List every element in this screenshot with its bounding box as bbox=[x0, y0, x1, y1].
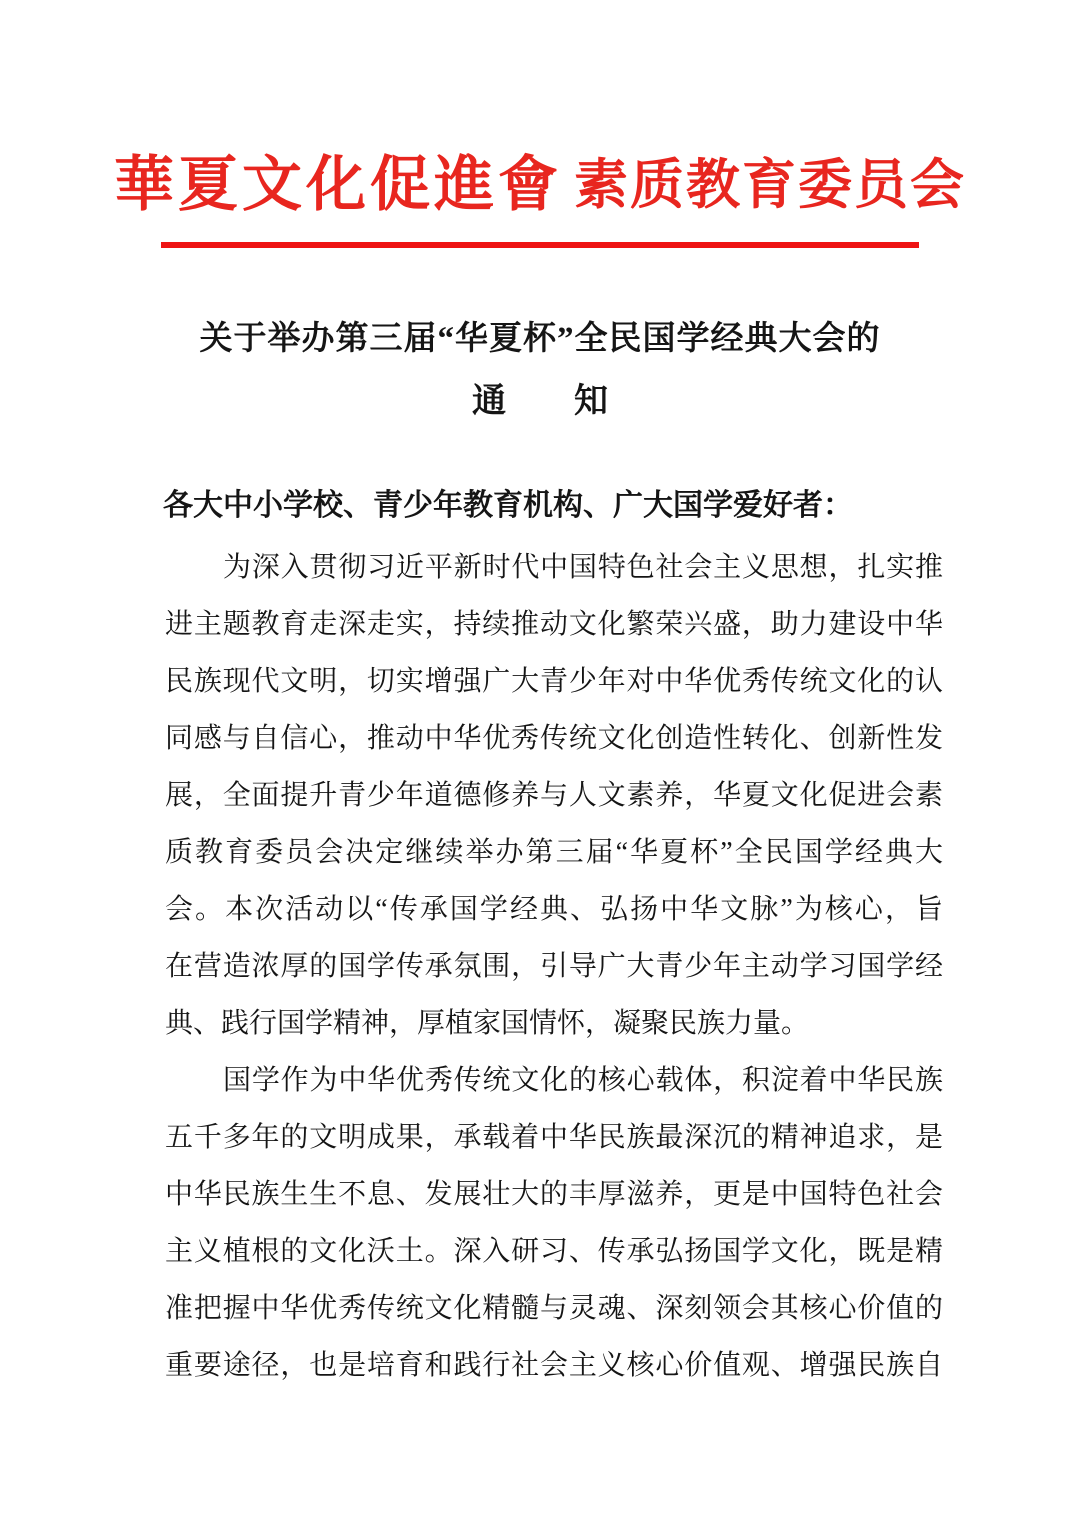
body-line: 五千多年的文明成果，承载着中华民族最深沉的精神追求，是 bbox=[165, 1122, 943, 1153]
body-line: 展，全面提升青少年道德修养与人文素养，华夏文化促进会素 bbox=[165, 780, 943, 811]
document-title-notice: 通 知 bbox=[472, 383, 608, 420]
body-line: 中华民族生生不息、发展壮大的丰厚滋养，更是中国特色社会 bbox=[165, 1179, 943, 1210]
body-line: 主义植根的文化沃土。深入研习、传承弘扬国学文化，既是精 bbox=[165, 1236, 943, 1267]
organization-name-calligraphy: 華夏文化促進會 bbox=[114, 150, 562, 220]
body-line: 进主题教育走深走实，持续推动文化繁荣兴盛，助力建设中华 bbox=[165, 609, 943, 640]
letterhead-rule bbox=[161, 242, 919, 248]
salutation: 各大中小学校、青少年教育机构、广大国学爱好者： bbox=[163, 489, 853, 522]
document-body bbox=[165, 539, 943, 1394]
document-title: 关于举办第三届“华夏杯”全民国学经典大会的 bbox=[199, 321, 881, 357]
letterhead bbox=[0, 126, 1080, 248]
body-line: 民族现代文明，切实增强广大青少年对中华优秀传统文化的认 bbox=[165, 666, 943, 697]
body-line: 质教育委员会决定继续举办第三届“华夏杯”全民国学经典大 bbox=[165, 837, 943, 868]
body-line: 国学作为中华优秀传统文化的核心载体，积淀着中华民族 bbox=[223, 1065, 943, 1096]
body-line: 准把握中华优秀传统文化精髓与灵魂、深刻领会其核心价值的 bbox=[165, 1293, 943, 1324]
organization-logo bbox=[0, 126, 1080, 234]
body-line: 会。本次活动以“传承国学经典、弘扬中华文脉”为核心，旨 bbox=[165, 894, 943, 925]
body-line: 在营造浓厚的国学传承氛围，引导广大青少年主动学习国学经 bbox=[165, 951, 943, 982]
body-line: 典、践行国学精神，厚植家国情怀，凝聚民族力量。 bbox=[165, 1008, 810, 1039]
body-line: 重要途径，也是培育和践行社会主义核心价值观、增强民族自 bbox=[165, 1350, 943, 1381]
body-line: 同感与自信心，推动中华优秀传统文化创造性转化、创新性发 bbox=[165, 723, 943, 754]
organization-name-committee: 素质教育委员会 bbox=[574, 154, 966, 215]
body-line: 为深入贯彻习近平新时代中国特色社会主义思想，扎实推 bbox=[223, 552, 943, 583]
